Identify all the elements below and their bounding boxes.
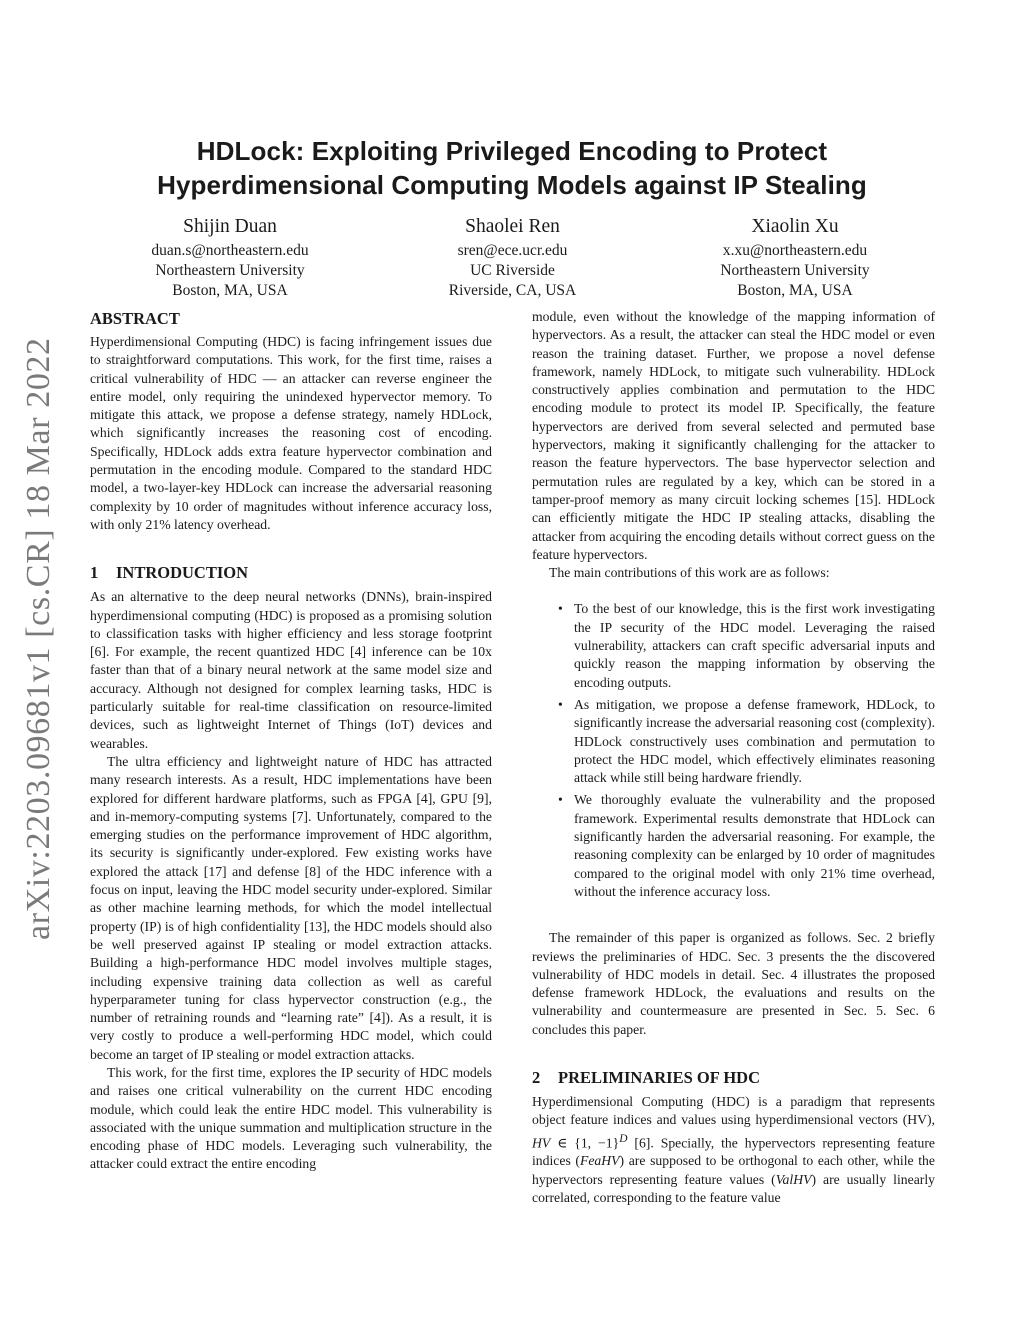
section-title: PRELIMINARIES OF HDC xyxy=(558,1067,760,1087)
abstract-heading: ABSTRACT xyxy=(90,309,180,328)
title-line-2: Hyperdimensional Computing Models against IP Stealing xyxy=(157,170,867,200)
paper-title xyxy=(0,134,1024,202)
math-symbol: D xyxy=(619,1132,628,1145)
author-block xyxy=(90,214,935,301)
author-name: Shaolei Ren xyxy=(465,216,560,237)
paragraph: module, even without the knowledge of the mapping information of hypervectors. As a result, the attacker can steal the HDC model or even reason the training dataset. Further, we propose a novel defense framework, namely HDLock, to mitigate such vulnerability. HDLock constructively applies combination and permutation to the HDC encoding module to protect its model IP. Specifically, the feature hypervectors are derived from several selected and permuted base hypervectors, making it significantly challenging for the attacker to reason the feature hypervectors. The base hypervector selection and permutation rules are regulated by a key, which can be stored in a tamper-proof memory as many circuit locking schemes [15]. HDLock can efficiently mitigate the HDC IP stealing attacks, disabling the attacker from acquiring the encoding details without correct guess on the feature hypervectors. xyxy=(532,309,935,562)
title-line-1: HDLock: Exploiting Privileged Encoding to Protect xyxy=(196,136,828,166)
author-location: Riverside, CA, USA xyxy=(448,282,577,299)
list-item: • As mitigation, we propose a defense framework, HDLock, to significantly increase the adversarial reasoning cost (complexity). HDLock constructively uses combination and permutation to protect the HDC model, which effectively eliminates reasoning attack while still being hardware friendly. xyxy=(532,696,935,787)
contributions-intro: The main contributions of this work are as follows: xyxy=(549,565,830,581)
author-affiliation: Northeastern University xyxy=(155,262,305,279)
section-number: 1 xyxy=(90,563,99,583)
paragraph: The remainder of this paper is organized as follows. Sec. 2 briefly reviews the preliminaries of HDC. Sec. 3 presents the the discovered vulnerability of HDC models in detail. Sec. 4 illustrates the proposed defense framework HDLock, the evaluations and results on the vulnerability and countermeasure are presented in Sec. 5. Sec. 6 concludes this paper. xyxy=(532,930,935,1037)
math-symbol: HV xyxy=(532,1135,551,1151)
text-run: Hyperdimensional Computing (HDC) is a paradigm that represents object feature indices and values using hyperdimensional vectors (HV), xyxy=(532,1093,935,1128)
list-item: • We thoroughly evaluate the vulnerability and the proposed framework. Experimental results demonstrate that HDLock can significantly harden the adversarial reasoning. For example, the reasoning complexity can be enlarged by 10 order of magnitudes compared to the original model with only 21% time overhead, without the inference accuracy loss. xyxy=(532,791,935,901)
author-3 xyxy=(655,214,935,301)
author-email: sren@ece.ucr.edu xyxy=(457,242,568,259)
author-affiliation: Northeastern University xyxy=(720,262,870,279)
author-1 xyxy=(90,214,370,301)
paragraph: As an alternative to the deep neural networks (DNNs), brain-inspired hyperdimensional computing (HDC) is proposed as a promising solution to classification tasks with higher efficiency and less storage footprint [6]. For example, the recent quantized HDC [4] inference can be 10x faster than that of a binary neural network at the same model size and accuracy. Although not designed for complex learning tasks, HDC is particularly suitable for real-time classification on resource-limited devices, such as lightweight Internet of Things (IoT) devices and wearables. xyxy=(90,589,492,751)
section-heading-preliminaries xyxy=(532,1067,935,1089)
author-name: Xiaolin Xu xyxy=(751,216,839,237)
right-column xyxy=(532,308,935,1207)
arxiv-stamp: arXiv:2203.09681v1 [cs.CR] 18 Mar 2022 xyxy=(20,337,57,940)
section-heading-introduction xyxy=(90,562,492,584)
paragraph xyxy=(532,1093,935,1207)
math-symbol: ValHV xyxy=(775,1171,812,1187)
author-affiliation: UC Riverside xyxy=(470,262,555,279)
abstract-text: Hyperdimensional Computing (HDC) is facing infringement issues due to straightforward computations. This work, for the first time, raises a critical vulnerability of HDC — an attacker can reverse engineer the entire model, only requiring the unindexed hypervector memory. To mitigate this attack, we propose a defense strategy, namely HDLock, which significantly increases the reasoning cost of encoding. Specifically, HDLock adds extra feature hypervector combination and permutation in the encoding module. Compared to the standard HDC model, a two-layer-key HDLock can increase the adversarial reasoning complexity by 10 order of magnitudes without inference accuracy loss, with only 21% latency overhead. xyxy=(90,334,492,532)
list-item: • To the best of our knowledge, this is the first work investigating the IP security of the HDC model. Leveraging the raised vulnerability, attackers can craft specific adversarial inputs and quickly reason the mapping information by observing the encoding outputs. xyxy=(532,600,935,691)
text-run: ) are supposed to be orthogonal to each other, while the hypervectors representing feature values ( xyxy=(532,1153,935,1187)
author-location: Boston, MA, USA xyxy=(172,282,288,299)
author-location: Boston, MA, USA xyxy=(737,282,853,299)
section-number: 2 xyxy=(532,1067,541,1087)
paragraph: This work, for the first time, explores the IP security of HDC models and raises one critical vulnerability on the current HDC encoding module, which could leak the entire HDC model. This vulnerability is associated with the unique summation and multiplication structure in the encoding phase of HDC models. Leveraging such vulnerability, the attacker could extract the entire encoding xyxy=(90,1064,492,1172)
contributions-list xyxy=(532,600,935,901)
left-column xyxy=(90,308,492,1174)
math-symbol: ∈ {1, −1} xyxy=(550,1135,620,1151)
math-symbol: FeaHV xyxy=(579,1153,620,1169)
author-email: duan.s@northeastern.edu xyxy=(151,242,309,259)
author-email: x.xu@northeastern.edu xyxy=(722,242,868,259)
section-title: INTRODUCTION xyxy=(116,563,249,583)
paragraph: The ultra efficiency and lightweight nature of HDC has attracted many research interests. As a result, HDC implementations have been explored for different hardware platforms, such as FPGA [4], GPU [9], and in-memory-computing systems [7]. Unfortunately, compared to the emerging studies on the performance improvement of HDC algorithm, its security is significantly under-explored. Few existing works have explored the attack [17] and defense [8] of the HDC inference with a focus on input, leaving the HDC model security under-explored. Similar as other machine learning methods, for which the model intellectual property (IP) is of high confidentiality [13], the HDC models should also be well preserved against IP stealing or model extraction attacks. Building a high-performance HDC model involves multiple stages, including expensive training data collection as well as careful hyperparameter tuning for class hypervector construction (e.g., the number of retraining rounds and “learning rate” [4]). As a result, it is very costly to produce a well-performing HDC model, which could become an target of IP stealing or model extraction attacks. xyxy=(90,753,492,1062)
text-run: ) are usually linearly correlated, corresponding to the feature value xyxy=(532,1171,935,1206)
author-2 xyxy=(373,214,653,301)
text-run: [6]. Specially, the hypervectors representing feature indices ( xyxy=(532,1135,935,1169)
author-name: Shijin Duan xyxy=(183,216,277,237)
